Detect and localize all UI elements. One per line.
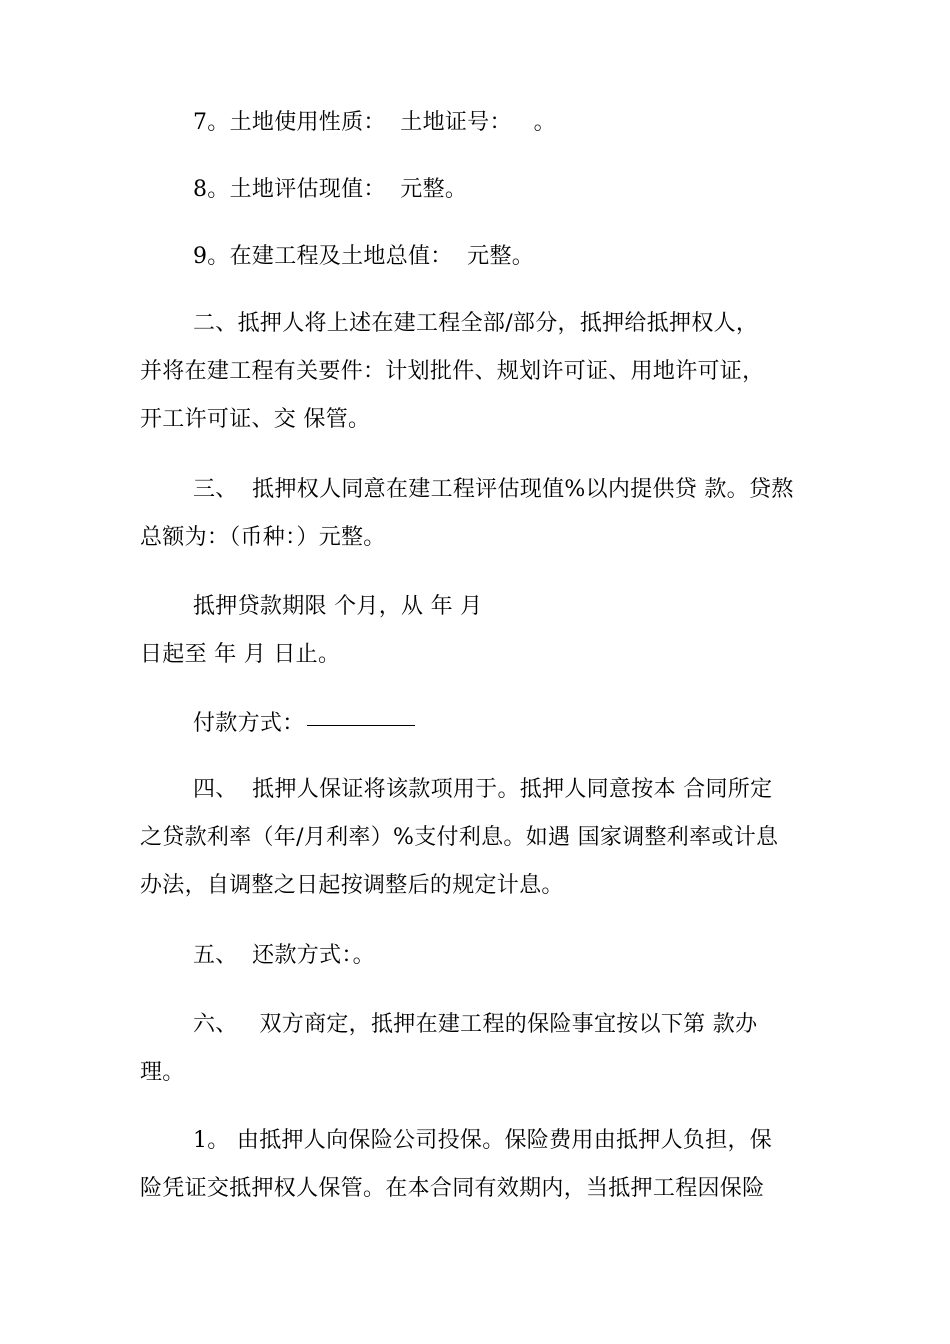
clause-9-total-value: 9。在建工程及土地总值： 元整。 xyxy=(193,244,535,269)
payment-method-label: 付款方式： xyxy=(193,711,305,736)
article-2-line-3: 开工许可证、交 保管。 xyxy=(140,407,371,432)
article-2-line-1: 二、抵押人将上述在建工程全部/部分，抵押给抵押权人， xyxy=(193,311,759,336)
article-5-repayment: 五、 还款方式：。 xyxy=(193,943,375,968)
payment-method xyxy=(193,709,415,739)
loan-term-line-1: 抵押贷款期限 个月，从 年 月 xyxy=(193,594,483,619)
article-4-line-3: 办法，自调整之日起按调整后的规定计息。 xyxy=(140,873,564,898)
article-2-line-2: 并将在建工程有关要件：计划批件、规划许可证、用地许可证， xyxy=(140,359,765,384)
insurance-item-1-line-2: 险凭证交抵押权人保管。在本合同有效期内，当抵押工程因保险 xyxy=(140,1176,765,1201)
article-3-line-1: 三、 抵押权人同意在建工程评估现值%以内提供贷 款。贷熬 xyxy=(193,477,794,502)
article-4-line-2: 之贷款利率（年/月利率）%支付利息。如遇 国家调整利率或计息 xyxy=(140,825,779,850)
clause-7-land-use: 7。土地使用性质： 土地证号： 。 xyxy=(193,110,556,135)
payment-method-blank xyxy=(307,724,415,726)
loan-term-line-2: 日起至 年 月 日止。 xyxy=(140,642,341,667)
insurance-item-1-line-1: 1。 由抵押人向保险公司投保。保险费用由抵押人负担，保 xyxy=(193,1128,773,1153)
article-3-line-2: 总额为：（币种：）元整。 xyxy=(140,525,386,550)
article-4-line-1: 四、 抵押人保证将该款项用于。抵押人同意按本 合同所定 xyxy=(193,777,773,802)
clause-8-land-value: 8。土地评估现值： 元整。 xyxy=(193,177,468,202)
article-6-line-1: 六、 双方商定，抵押在建工程的保险事宜按以下第 款办 xyxy=(193,1012,758,1037)
article-6-line-2: 理。 xyxy=(140,1060,185,1085)
